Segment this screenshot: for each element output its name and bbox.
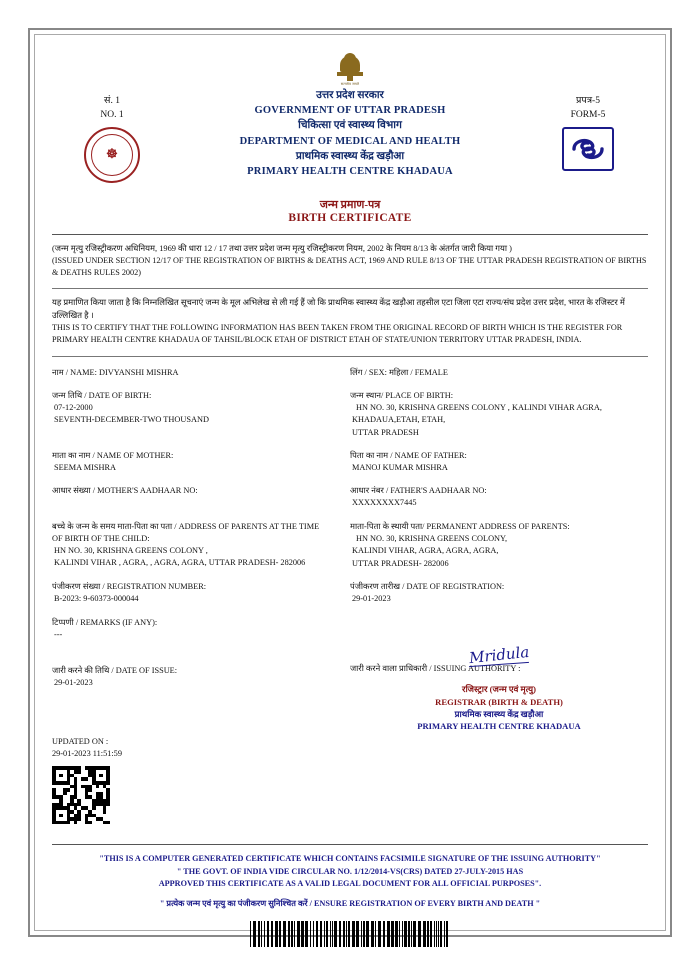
address-birth-label-line1: बच्चे के जन्म के समय माता-पिता का पता / ADDRESS OF PARENTS AT THE TIME xyxy=(52,521,320,531)
fields-section xyxy=(52,367,648,641)
father-name-label: पिता का नाम / NAME OF FATHER: xyxy=(350,450,467,460)
updated-on-label: UPDATED ON : xyxy=(52,736,109,746)
signature-image: Mridula xyxy=(468,643,530,668)
row-parents-aadhaar xyxy=(52,485,648,509)
qr-code xyxy=(52,766,110,824)
official-seal-icon xyxy=(84,127,140,183)
authority-line-3: प्राथमिक स्वास्थ्य केंद्र खड़ौआ xyxy=(454,709,544,720)
dob-label: जन्म तिथि / DATE OF BIRTH: xyxy=(52,390,152,400)
address-permanent-value-line1: HN NO. 30, KRISHNA GREENS COLONY, xyxy=(356,533,508,543)
issue-date-value: 29-01-2023 xyxy=(54,678,93,688)
row-dob-pob xyxy=(52,390,648,439)
centre-name-english: PRIMARY HEALTH CENTRE KHADAUA xyxy=(247,166,453,178)
signature-section xyxy=(52,643,648,824)
serial-number-hindi: सं. 1 xyxy=(104,96,120,106)
header-block xyxy=(52,88,648,183)
mother-name-label: माता का नाम / NAME OF MOTHER: xyxy=(52,450,174,460)
centre-name-hindi: प्राथमिक स्वास्थ्य केंद्र खड़ौआ xyxy=(295,150,405,162)
row-parents-names xyxy=(52,450,648,474)
row-registration xyxy=(52,581,648,605)
government-name-hindi: उत्तर प्रदेश सरकार xyxy=(316,90,384,101)
registration-date-value: 29-01-2023 xyxy=(352,594,391,604)
father-aadhaar-value: XXXXXXXX7445 xyxy=(352,498,417,508)
header-left xyxy=(52,88,172,183)
footer-line-2: " THE GOVT. OF INDIA VIDE CIRCULAR NO. 1/12/2014-VS(CRS) DATED 27-JULY-2015 HAS xyxy=(176,866,524,876)
authority-designation xyxy=(350,683,648,733)
authority-line-1: रजिस्ट्रार (जन्म एवं मृत्यु) xyxy=(461,684,537,695)
form-number-hindi: प्रपत्र-5 xyxy=(576,96,600,106)
row-addresses xyxy=(52,521,648,570)
remarks-label: टिप्पणी / REMARKS (IF ANY): xyxy=(52,617,158,627)
department-name-hindi: चिकित्सा एवं स्वास्थ्य विभाग xyxy=(298,120,402,132)
footer-line-3: APPROVED THIS CERTIFICATE AS A VALID LEGAL DOCUMENT FOR ALL OFFICIAL PURPOSES". xyxy=(158,879,542,889)
issue-date-block xyxy=(52,663,350,824)
divider-preamble xyxy=(52,288,648,289)
address-permanent-value-line3: UTTAR PRADESH- 282006 xyxy=(352,558,449,568)
header-right xyxy=(528,88,648,171)
divider-certify xyxy=(52,356,648,357)
health-logo-icon xyxy=(562,127,614,171)
row-name-sex xyxy=(52,367,648,379)
child-name-field: नाम / NAME: DIVYANSHI MISHRA xyxy=(52,367,179,377)
father-aadhaar-label: आधार नंबर / FATHER'S AADHAAR NO: xyxy=(350,486,487,496)
remarks-value: --- xyxy=(54,629,63,639)
address-permanent-value-line2: KALINDI VIHAR, AGRA, AGRA, AGRA, xyxy=(352,546,499,556)
father-name-value: MANOJ KUMAR MISHRA xyxy=(352,462,448,472)
certificate-title xyxy=(52,197,648,224)
row-remarks xyxy=(52,617,648,641)
divider-top xyxy=(52,234,648,235)
emblem-motto-text: सत्यमेव जयते xyxy=(340,82,360,86)
dob-value-words: SEVENTH-DECEMBER-TWO THOUSAND xyxy=(54,415,209,425)
certify-hindi: यह प्रमाणित किया जाता है कि निम्नलिखित सूचनाएं जन्म के मूल अभिलेख से ली गई हैं जो कि प्राथमिक स्वास्थ्य केंद्र खड़ौआ तहसील एटा जिला एटा राज्य/संघ प्रदेश उत्तर प्रदेश, भारत के रजिस्टर में उल्लिखित है । xyxy=(52,298,625,320)
pob-value-line1: HN NO. 30, KRISHNA GREENS COLONY , KALINDI VIHAR AGRA, xyxy=(356,402,602,412)
preamble-hindi: (जन्म मृत्यु रजिस्ट्रीकरण अधिनियम, 1969 की धारा 12 / 17 तथा उत्तर प्रदेश जन्म मृत्यु रजिस्ट्रीकरण नियम, 2002 के नियम 8/13 के अंतर्गत जारी किया गया ) xyxy=(52,243,512,253)
pob-value-line2: KHADAUA,ETAH, ETAH, xyxy=(352,415,446,425)
updated-block xyxy=(52,736,350,825)
title-hindi: जन्म प्रमाण-पत्र xyxy=(319,198,381,211)
department-name-english: DEPARTMENT OF MEDICAL AND HEALTH xyxy=(239,135,461,147)
address-birth-value-line2: KALINDI VIHAR , AGRA, , AGRA, AGRA, UTTAR PRADESH- 282006 xyxy=(54,558,306,568)
sex-field: लिंग / SEX: महिला / FEMALE xyxy=(350,367,448,377)
certify-english: THIS IS TO CERTIFY THAT THE FOLLOWING INFORMATION HAS BEEN TAKEN FROM THE ORIGINAL RECORD OF BIRTH WHICH IS THE REGISTER FOR PRIMARY HEALTH CENTRE KHADAUA OF TAHSIL/BLOCK ETAH OF DISTRICT ETAH OF STATE/UNION TERRITORY UTTAR PRADESH, INDIA. xyxy=(52,322,623,344)
certificate-content xyxy=(38,36,662,947)
authority-line-2: REGISTRAR (BIRTH & DEATH) xyxy=(435,696,563,707)
issue-date-label: जारी करने की तिथि / DATE OF ISSUE: xyxy=(52,666,178,676)
header-center xyxy=(172,88,528,179)
updated-on-value: 29-01-2023 11:51:59 xyxy=(52,749,122,758)
preamble-english: (ISSUED UNDER SECTION 12/17 OF THE REGISTRATION OF BIRTHS & DEATHS ACT, 1969 AND RULE 8/13 OF THE UTTAR PRADESH REGISTRATION OF BIRTHS & DEATHS RULES 2002) xyxy=(52,255,647,277)
dob-value: 07-12-2000 xyxy=(54,402,93,412)
government-name-english: GOVERNMENT OF UTTAR PRADESH xyxy=(254,105,446,117)
national-emblem-icon xyxy=(337,56,363,86)
footer-line-4: " प्रत्येक जन्म एवं मृत्यु का पंजीकरण सुनिश्चित करें / ENSURE REGISTRATION OF EVERY BIRTH AND DEATH " xyxy=(159,899,541,909)
issuing-authority-block xyxy=(350,643,648,824)
pob-label: जन्म स्थान/ PLACE OF BIRTH: xyxy=(350,390,454,400)
issuing-authority-label: जारी करने वाला प्राधिकारी / ISSUING AUTHORITY : xyxy=(350,664,521,674)
mother-name-value: SEEMA MISHRA xyxy=(54,462,117,472)
barcode xyxy=(250,921,450,947)
registration-number-label: पंजीकरण संख्या / REGISTRATION NUMBER: xyxy=(52,582,207,592)
form-number-english: FORM-5 xyxy=(570,110,606,121)
registration-number-value: B-2023: 9-60373-000044 xyxy=(54,594,139,604)
registration-date-label: पंजीकरण तारीख / DATE OF REGISTRATION: xyxy=(350,582,505,592)
footer-line-1: "THIS IS A COMPUTER GENERATED CERTIFICATE WHICH CONTAINS FACSIMILE SIGNATURE OF THE ISSUING AUTHORITY" xyxy=(99,854,601,864)
title-english: BIRTH CERTIFICATE xyxy=(288,211,412,224)
address-permanent-label: माता-पिता के स्थायी पता/ PERMANENT ADDRESS OF PARENTS: xyxy=(350,521,570,531)
seal-mark: ☸ xyxy=(106,146,118,162)
pob-value-line3: UTTAR PRADESH xyxy=(352,427,419,437)
serial-number-english: NO. 1 xyxy=(100,110,124,121)
address-birth-label-line2: OF BIRTH OF THE CHILD: xyxy=(52,533,150,543)
footer-section xyxy=(52,844,648,947)
authority-line-4: PRIMARY HEALTH CENTRE KHADAUA xyxy=(417,721,581,732)
mother-aadhaar-label: आधार संख्या / MOTHER'S AADHAAR NO: xyxy=(52,486,198,496)
address-birth-value-line1: HN NO. 30, KRISHNA GREENS COLONY , xyxy=(54,545,208,555)
emblem-row xyxy=(52,36,648,86)
